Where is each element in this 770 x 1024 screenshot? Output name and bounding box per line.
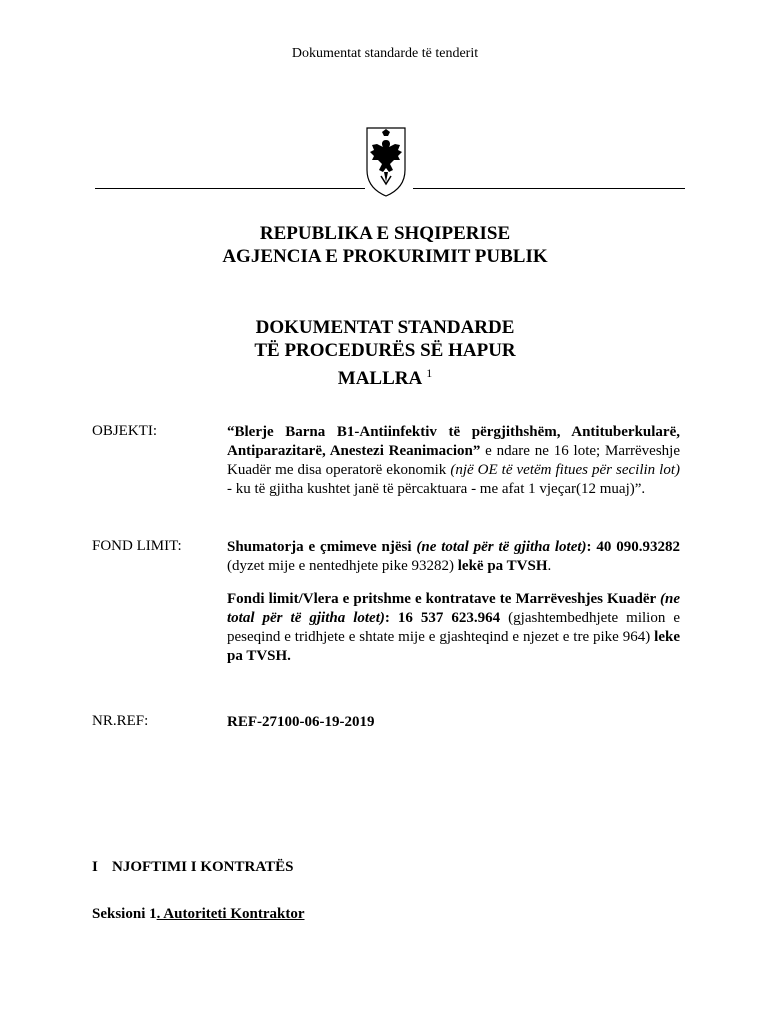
nr-ref-value: REF-27100-06-19-2019 bbox=[227, 714, 375, 730]
header-rule-right bbox=[413, 188, 685, 189]
section-number: I bbox=[92, 859, 98, 875]
agency-name: AGJENCIA E PROKURIMIT PUBLIK bbox=[222, 246, 548, 267]
objekti-content bbox=[227, 423, 680, 499]
objekti-note: (një OE të vetëm fitues për secilin lot) bbox=[450, 462, 681, 478]
unit-price-period: . bbox=[547, 558, 552, 574]
objekti-title: “Blerje Barna B1-Antiinfektiv të përgjithshëm, Antituberkularë, Antiparazitarë, Anestezi Reanimacion” bbox=[227, 424, 680, 459]
unit-price-value: : 40 090.93282 bbox=[586, 539, 680, 555]
subsection-title: . Autoriteti Kontraktor bbox=[156, 906, 305, 922]
unit-price-currency: lekë pa TVSH bbox=[457, 558, 548, 574]
organization-heading bbox=[0, 222, 770, 268]
subsection-prefix: Seksioni 1 bbox=[92, 906, 157, 922]
section-heading bbox=[92, 859, 293, 876]
nr-ref-label: NR.REF: bbox=[92, 713, 149, 729]
section-title: NJOFTIMI I KONTRATËS bbox=[112, 859, 294, 875]
fond-limit-unit-prices bbox=[227, 538, 680, 576]
title-line-3 bbox=[0, 362, 770, 390]
contract-value-amount: : 16 537 623.964 bbox=[384, 610, 501, 626]
unit-price-note: (ne total për të gjitha lotet) bbox=[416, 539, 587, 555]
title-category: MALLRA bbox=[337, 368, 423, 389]
fond-limit-contract-value bbox=[227, 590, 680, 666]
document-header: Dokumentat standarde të tenderit bbox=[291, 46, 479, 61]
title-line-2: TË PROCEDURËS SË HAPUR bbox=[254, 340, 516, 361]
document-title bbox=[0, 316, 770, 390]
title-line-1: DOKUMENTAT STANDARDE bbox=[255, 317, 515, 338]
objekti-terms: - ku të gjitha kushtet janë të përcaktuara - me afat 1 vjeçar(12 muaj)”. bbox=[227, 481, 646, 497]
contract-value-words: (gjashtembedhjete milion e peseqind e tridhjete e shtate mije e gjashteqind e njezet e tre pike 964) bbox=[227, 610, 680, 645]
footnote-mark: 1 bbox=[426, 366, 433, 380]
albanian-coat-of-arms-icon bbox=[364, 126, 408, 198]
objekti-label: OBJEKTI: bbox=[92, 423, 157, 439]
unit-price-words: (dyzet mije e nentedhjete pike 93282) bbox=[227, 558, 458, 574]
subsection-heading bbox=[92, 906, 305, 923]
unit-price-label: Shumatorja e çmimeve njësi bbox=[227, 539, 417, 555]
contract-value-currency: leke pa TVSH. bbox=[227, 629, 680, 664]
contract-value-label: Fondi limit/Vlera e pritshme e kontratave te Marrëveshjes Kuadër bbox=[227, 591, 660, 607]
contract-value-note: (ne total për të gjitha lotet) bbox=[227, 591, 680, 626]
republic-name: REPUBLIKA E SHQIPERISE bbox=[259, 223, 511, 244]
header-rule-left bbox=[95, 188, 365, 189]
fond-limit-label: FOND LIMIT: bbox=[92, 538, 182, 554]
objekti-description: e ndare ne 16 lote; Marrëveshje Kuadër me disa operatorë ekonomik bbox=[227, 443, 680, 478]
